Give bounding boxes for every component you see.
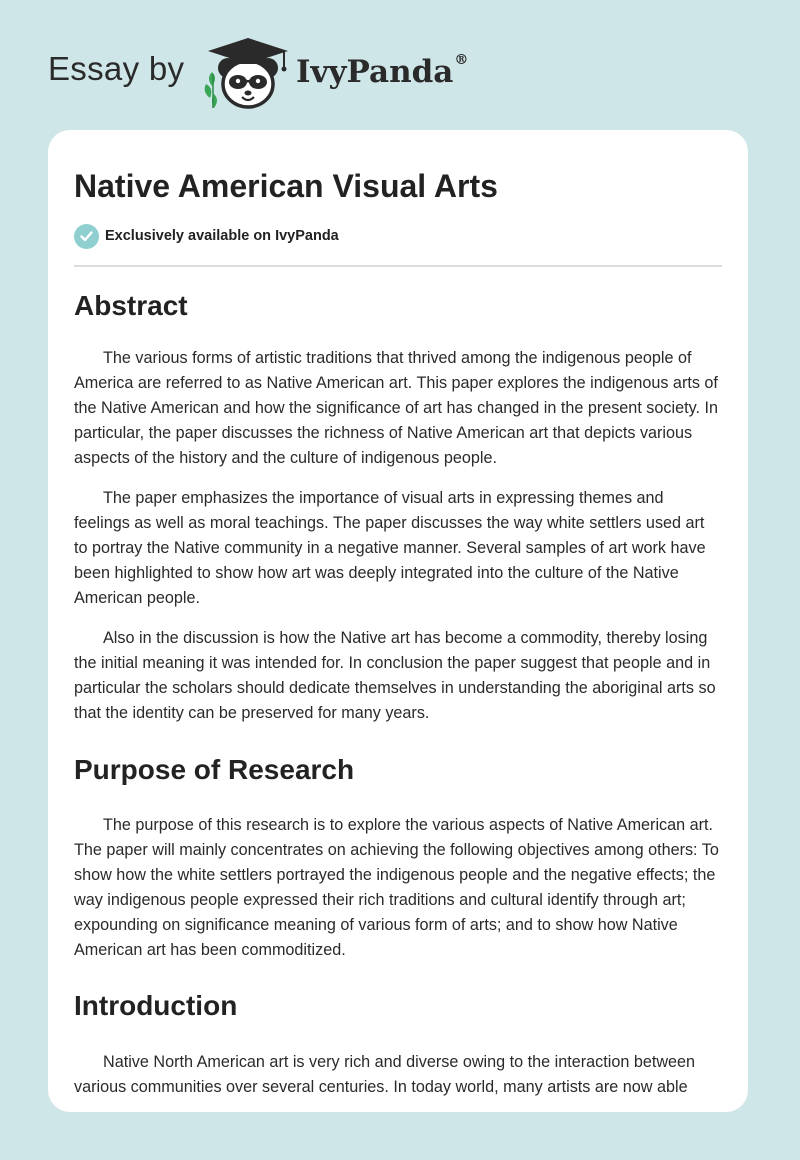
section-abstract	[74, 289, 722, 726]
title-divider	[74, 265, 722, 267]
essay-card	[48, 130, 748, 1112]
section-heading: Abstract	[74, 290, 188, 321]
paragraph: Native North American art is very rich and diverse owing to the interaction between various communities over several centuries. In today world, many artists are now able	[74, 1053, 696, 1096]
exclusive-badge	[74, 223, 722, 249]
paragraph: The paper emphasizes the importance of visual arts in expressing themes and feelings as well as moral teachings. The paper discusses the way white settlers used art to portray the Native community in a negative manner. Several samples of art work have been highlighted to show how art was deeply integrated into the culture of the Native American people.	[74, 489, 706, 607]
registered-mark: ®	[454, 52, 469, 68]
panda-graduate-icon[interactable]	[200, 34, 296, 110]
brand-name[interactable]: IvyPanda®	[296, 52, 469, 90]
paragraph: The various forms of artistic traditions that thrived among the indigenous people of America are referred to as Native American art. This paper explores the indigenous arts of the Native American and how the significance of art has changed in the present society. In particular, the paper discusses the richness of Native American art that depicts various aspects of the history and the culture of indigenous people.	[74, 349, 718, 467]
check-circle-icon	[74, 224, 99, 249]
badge-text: Exclusively available on IvyPanda	[105, 228, 339, 244]
page-title: Native American Visual Arts	[74, 168, 498, 204]
section-introduction	[74, 989, 722, 1100]
paragraph: Also in the discussion is how the Native art has become a commodity, thereby losing the initial meaning it was intended for. In conclusion the paper suggest that people and in particular the scholars should dedicate themselves in understanding the aboriginal arts so that the identity can be preserved for many years.	[74, 629, 716, 722]
site-header	[0, 0, 800, 130]
section-heading: Introduction	[74, 990, 238, 1021]
paragraph: The purpose of this research is to explore the various aspects of Native American art. The paper will mainly concentrates on achieving the following objectives among others: To show how the white settlers portrayed the indigenous people and the negative effects; the way indigenous people expressed their rich traditions and cultural identify through art; expounding on significance meaning of various form of arts; and to show how Native American art has been commoditized.	[74, 816, 719, 959]
section-heading: Purpose of Research	[74, 754, 355, 785]
brand-prefix: Essay by	[48, 50, 185, 87]
section-purpose-of-research	[74, 753, 722, 963]
